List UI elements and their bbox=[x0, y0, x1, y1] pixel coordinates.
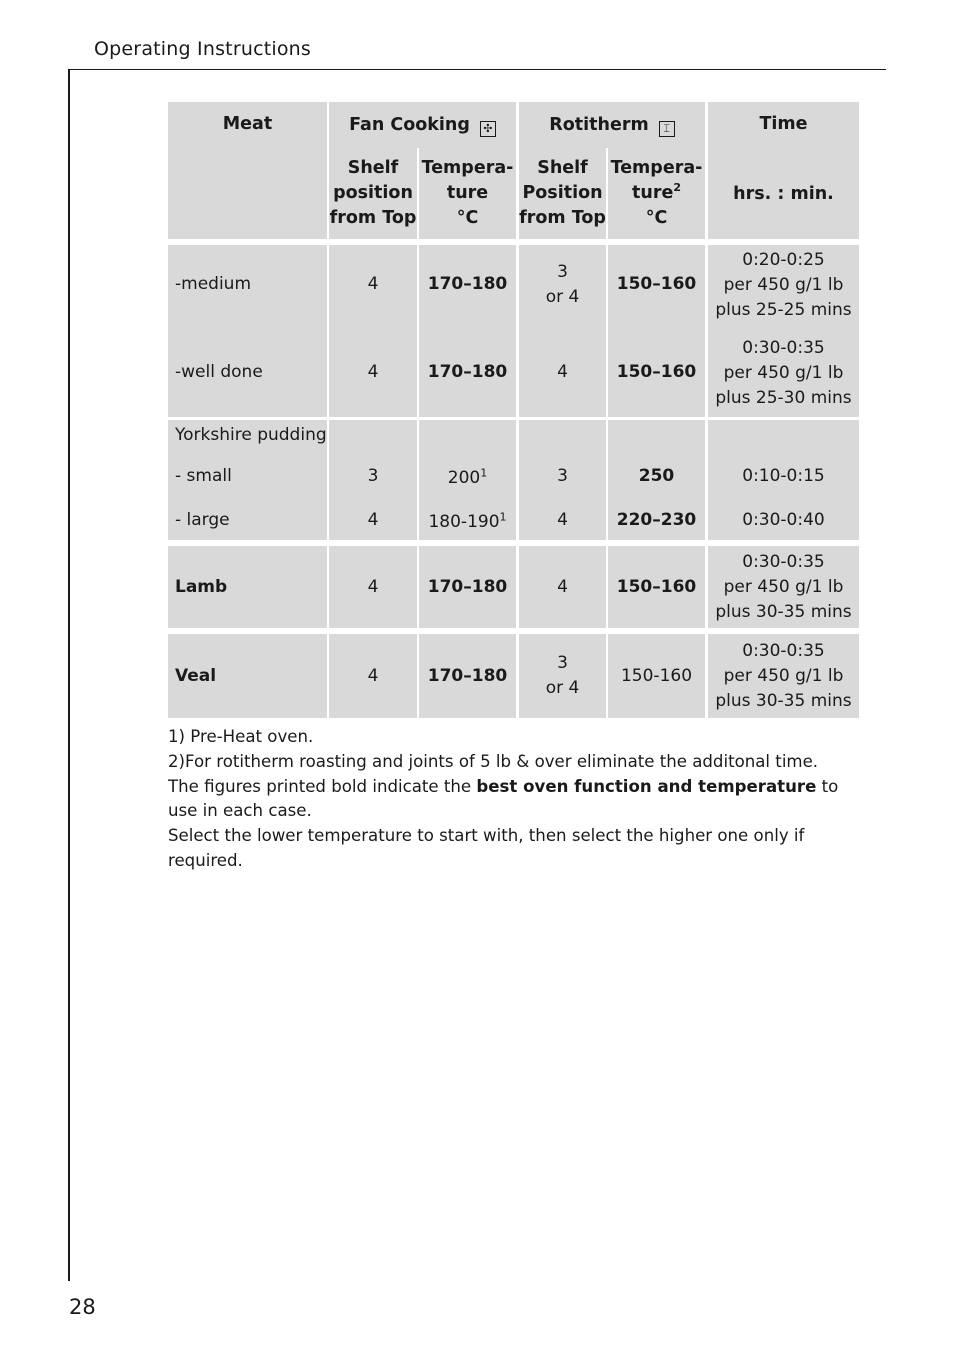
temperature-note: Select the lower temperature to start with, then select the higher one only if required. bbox=[168, 826, 805, 870]
row-veal-time: 0:30-0:35 per 450 g/1 lb plus 30-35 mins bbox=[708, 634, 859, 718]
row-lamb-fan-temp: 170–180 bbox=[419, 546, 516, 628]
row-yorkshire-fan-shelf: 3 4 bbox=[329, 420, 417, 540]
row-yorkshire-fan-temp: $200^1$ $180-190^1$ bbox=[419, 420, 516, 540]
row-veal-label: Veal bbox=[168, 634, 327, 718]
header-roti-temp: Tempera- ture$^2$ °C bbox=[608, 148, 705, 239]
fan-symbol-icon: ✣ bbox=[480, 121, 496, 137]
row-lamb-label: Lamb bbox=[168, 546, 327, 628]
header-fan-shelf: Shelf position from Top bbox=[329, 148, 417, 239]
footnote-2: 2)For rotitherm roasting and joints of 5 lb & over eliminate the additonal time. bbox=[168, 751, 819, 771]
row-yorkshire-time: 0:10-0:15 0:30-0:40 bbox=[708, 420, 859, 540]
header-meat: Meat bbox=[168, 102, 327, 239]
footnotes bbox=[168, 725, 863, 874]
row-beef-roti-temp: 150–160 150–160 bbox=[608, 245, 705, 417]
row-yorkshire-label: Yorkshire pudding - small - large bbox=[168, 420, 327, 540]
row-veal-roti-temp: 150-160 bbox=[608, 634, 705, 718]
row-yorkshire-roti-shelf: 3 4 bbox=[519, 420, 606, 540]
row-beef-time: 0:20-0:25 per 450 g/1 lb plus 25-25 mins 0:30-0:35 per 450 g/1 lb plus 25-30 mins bbox=[708, 245, 859, 417]
margin-rule bbox=[68, 69, 70, 1281]
row-meat-beef: -medium -well done bbox=[168, 245, 327, 417]
page-number: 28 bbox=[69, 1295, 96, 1319]
row-lamb-roti-temp: 150–160 bbox=[608, 546, 705, 628]
page-header-title: Operating Instructions bbox=[94, 38, 312, 60]
row-beef-roti-shelf: 3 or 4 4 bbox=[519, 245, 606, 417]
header-rule bbox=[68, 69, 886, 70]
row-yorkshire-roti-temp: 250 220–230 bbox=[608, 420, 705, 540]
footnote-1: 1) Pre-Heat oven. bbox=[168, 727, 314, 746]
row-beef-fan-temp: 170–180 170–180 bbox=[419, 245, 516, 417]
row-lamb-roti-shelf: 4 bbox=[519, 546, 606, 628]
header-time: Time hrs. : min. bbox=[708, 102, 859, 239]
row-veal-fan-temp: 170–180 bbox=[419, 634, 516, 718]
header-roti-shelf: Shelf Position from Top bbox=[519, 148, 606, 239]
header-rotitherm: Rotitherm ⌶ bbox=[519, 102, 705, 148]
row-beef-fan-shelf: 4 4 bbox=[329, 245, 417, 417]
row-lamb-time: 0:30-0:35 per 450 g/1 lb plus 30-35 mins bbox=[708, 546, 859, 628]
bold-note: The figures printed bold indicate the best oven function and temperature to use in each case. bbox=[168, 776, 839, 821]
row-veal-fan-shelf: 4 bbox=[329, 634, 417, 718]
row-lamb-fan-shelf: 4 bbox=[329, 546, 417, 628]
header-fan-temp: Tempera- ture °C bbox=[419, 148, 516, 239]
rotitherm-symbol-icon: ⌶ bbox=[659, 121, 675, 137]
header-fan-cooking: Fan Cooking ✣ bbox=[329, 102, 516, 148]
row-veal-roti-shelf: 3 or 4 bbox=[519, 634, 606, 718]
